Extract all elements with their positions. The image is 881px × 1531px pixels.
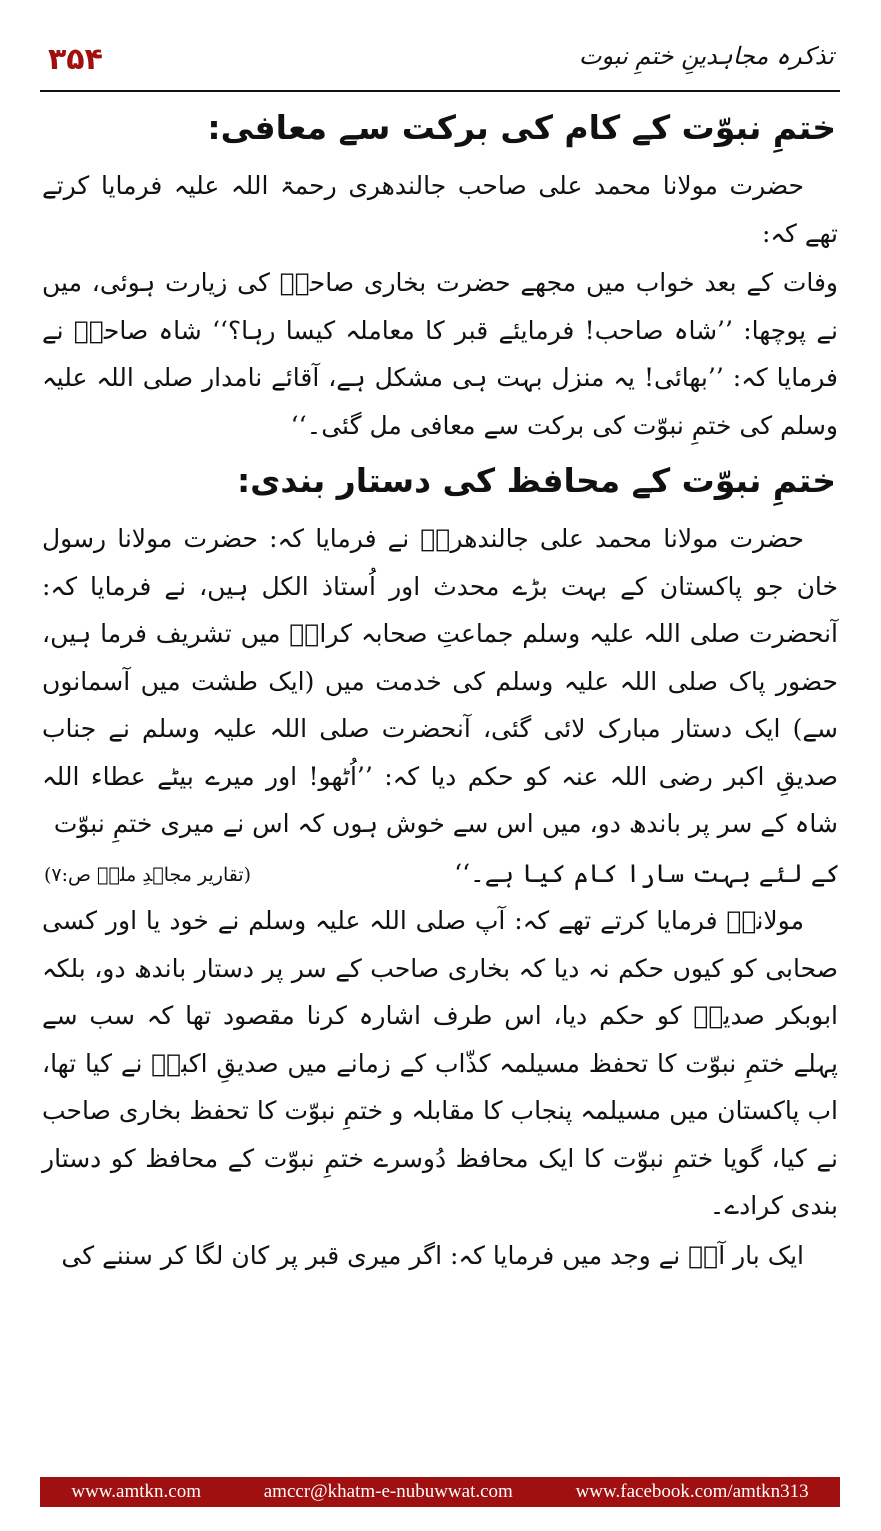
- facebook-link[interactable]: www.facebook.com/amtkn313: [575, 1481, 809, 1502]
- section-heading-forgiveness: ختمِ نبوّت کے کام کی برکت سے معافی:: [207, 108, 836, 147]
- paragraph: وفات کے بعد خواب میں مجھے حضرت بخاری صاحبؒ کی زیارت ہوئی، میں نے پوچھا: ’’شاہ صاحب! فرمایئے قبر کا معاملہ کیسا رہا؟‘‘ شاہ صاحبؒ نے فرمایا کہ: ’’بھائی! یہ منزل بہت ہی مشکل ہے، آقائے نامدار صلی اللہ علیہ وسلم کی ختمِ نبوّت کی برکت سے معافی مل گئی۔‘‘: [42, 268, 838, 440]
- document-page: [40, 0, 840, 1531]
- header-rule: [40, 90, 840, 92]
- page-content: [40, 96, 840, 1281]
- website-link[interactable]: www.amtkn.com: [71, 1481, 201, 1502]
- citation: (تقاریر مجاہدِ ملتؒ ص:۷): [44, 863, 252, 886]
- paragraph: ایک بار آپؒ نے وجد میں فرمایا کہ: اگر میری قبر پر کان لگا کر سننے کی: [61, 1240, 804, 1270]
- email-link[interactable]: amccr@khatm-e-nubuwwat.com: [263, 1481, 513, 1502]
- page-header: [40, 28, 840, 84]
- running-title: تذکرہ مجاہدینِ ختمِ نبوت: [578, 42, 834, 70]
- paragraph-last-line: [40, 850, 840, 898]
- page-number: ۳۵۴: [48, 42, 103, 77]
- section-heading-turban: ختمِ نبوّت کے محافظ کی دستار بندی:: [236, 461, 836, 500]
- paragraph-end: کے لئے بہت سارا کام کیا ہے۔‘‘: [454, 858, 840, 888]
- paragraph: حضرت مولانا محمد علی صاحب جالندھری رحمۃ اللہ علیہ فرمایا کرتے تھے کہ:: [42, 171, 838, 248]
- paragraph: مولاناؒ فرمایا کرتے تھے کہ: آپ صلی اللہ علیہ وسلم نے خود یا اور کسی صحابی کو کیوں حکم نہ دیا کہ بخاری صاحب کے سر پر دستار باندھ دو، بلکہ ابوبکر صدیقؓ کو حکم دیا، اس طرف اشارہ کرنا مقصود تھا کہ سب سے پہلے ختمِ نبوّت کا تحفظ مسیلمہ کذّاب کے زمانے میں صدیقِ اکبرؓ نے کیا تھا، اب پاکستان میں مسیلمہ پنجاب کا مقابلہ و ختمِ نبوّت کا تحفظ بخاری صاحب نے کیا، گویا ختمِ نبوّت کا ایک محافظ دُوسرے ختمِ نبوّت کے محافظ کو دستار بندی کرادے۔: [42, 906, 838, 1220]
- paragraph: حضرت مولانا محمد علی جالندھریؒ نے فرمایا کہ: حضرت مولانا رسول خان جو پاکستان کے بہت بڑے محدث اور اُستاذ الکل ہیں، نے فرمایا کہ: آنحضرت صلی اللہ علیہ وسلم جماعتِ صحابہ کرامؓ میں تشریف فرما ہیں، حضور پاک صلی اللہ علیہ وسلم کی خدمت میں (ایک طشت میں آسمانوں سے) ایک دستار مبارک لائی گئی، آنحضرت صلی اللہ علیہ وسلم نے جناب صدیقِ اکبر رضی اللہ عنہ کو حکم دیا کہ: ’’اُٹھو! اور میرے بیٹے عطاء اللہ شاہ کے سر پر باندھ دو، میں اس سے خوش ہوں کہ اس نے میری ختمِ نبوّت: [42, 524, 838, 838]
- footer-bar: [40, 1477, 840, 1507]
